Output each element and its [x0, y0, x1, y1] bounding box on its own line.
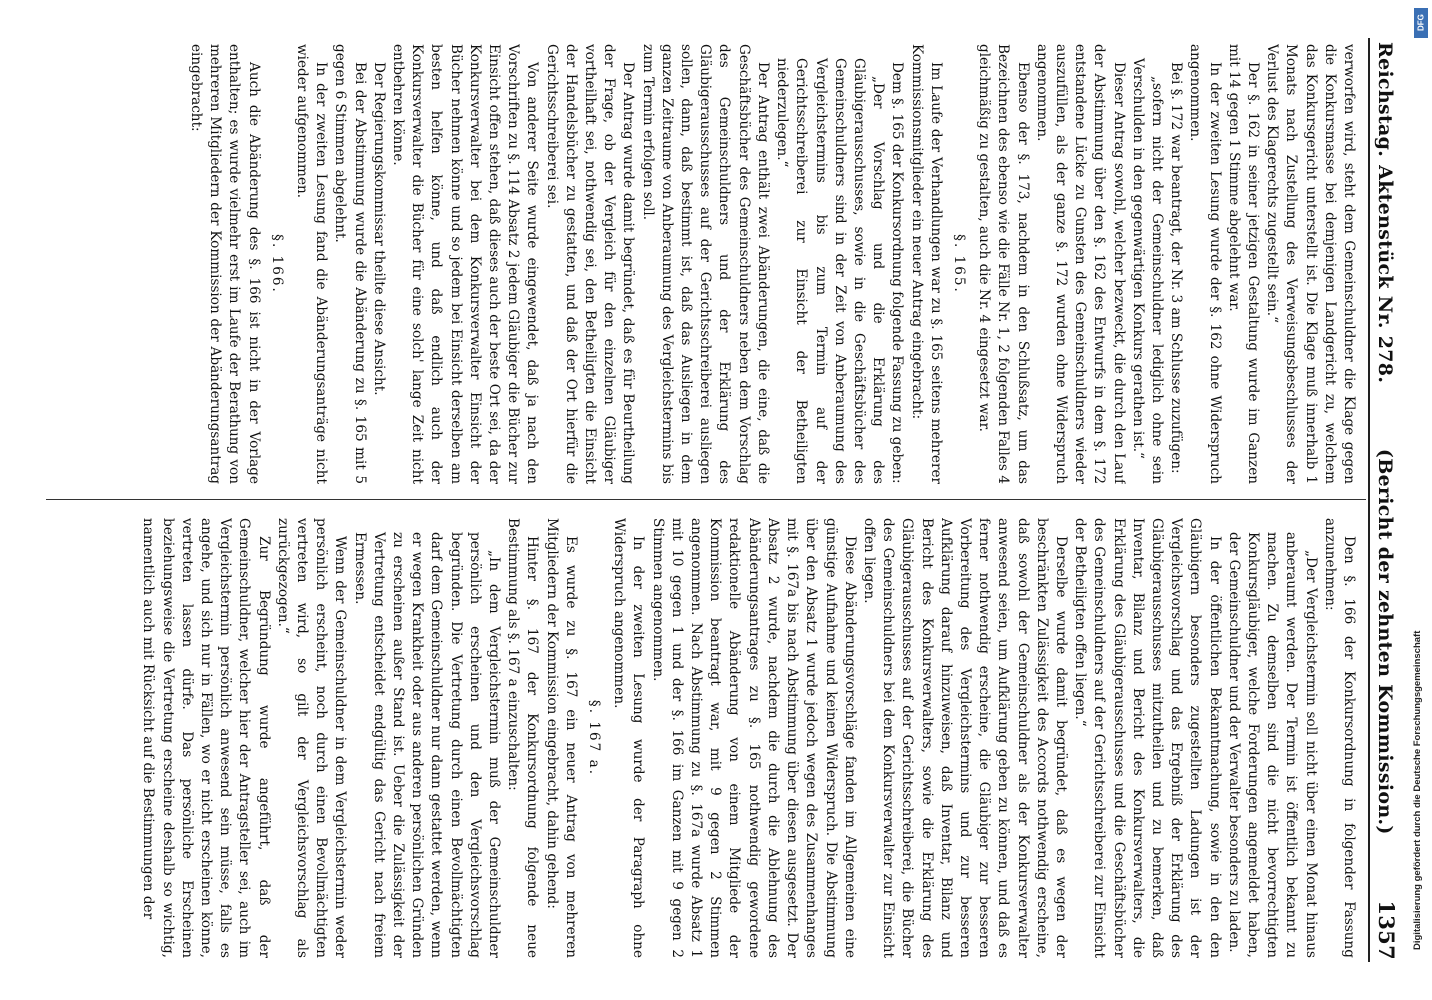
- paragraph: In der zweiten Lesung fand die Abänderungsanträge nicht wieder aufgenommen.: [294, 44, 330, 484]
- header-reichstag: Reichstag.: [1374, 42, 1396, 158]
- paragraph: Der Antrag wurde damit begründet, daß es für Beurtheilung der Frage, ob der Vergleich für den einzelnen Gläubiger vortheilhaft sei, nothwendig sei, den Betheiligten die Einsicht der Handelsbücher zu gestatten, und daß der Ort hierfür die Gerichtsschreiberei sei.: [543, 44, 637, 484]
- paragraph: Der §. 162 in seiner jetzigen Gestaltung wurde im Ganzen mit 14 gegen 1 Stimme abgelehnt war.: [1225, 44, 1261, 484]
- paragraph: Auch die Abänderung des §. 166 ist nicht in der Vorlage enthalten; es wurde vielmehr erst im Laufe der Berathung von mehreren Mitgliedern der Kommission der Abänderungsantrag eingebracht:: [188, 44, 262, 484]
- page-header: [1374, 42, 1414, 960]
- paragraph: Der Antrag enthält zwei Abänderungen, die eine, daß die Geschäftsbücher des Gemeinschuldners neben dem Vorschlag des Gemeinschuldners und der Erklärung des Gläubigerausschusses auf der Gerichtsschreiberei ausliegen sollen, dann, daß bestimmt ist, daß das Ausliegen in dem ganzen Zeitraume von Anberaumung des Vergleichstermins bis zum Termin erfolgen soll.: [639, 44, 771, 484]
- page-number: 1357: [1374, 900, 1399, 960]
- paragraph: In der öffentlichen Bekanntmachung, sowie in den den Gläubigern besonders zugestellten Ladungen ist der Vergleichsvorschlag und das Ergebniß der Erklärung des Gläubigerausschusses mitzutheilen und zu bemerken, daß Inventar, Bilanz und Bericht des Konkursverwalters, die Erklärung des Gläubigerausschusses und die Geschäftsbücher des Gemeinschuldners auf der Gerichtsschreiberei zur Einsicht der Betheiligten offen liegen.“: [1072, 518, 1223, 958]
- section-heading: §. 167 a.: [586, 699, 603, 777]
- header-document-number: Aktenstück Nr. 278.: [1374, 165, 1396, 384]
- digitization-note: Digitalisierung gefördert durch die Deutsche Forschungsgemeinschaft: [1412, 630, 1423, 950]
- paragraph: „Der Vorschlag und die Erklärung des Gläubigerausschusses, sowie in die Geschäftsbücher des Gemeinschuldners sind in der Zeit von Anberaumung des Vergleichstermins bis zum Termin auf der Gerichtsschreiberei zur Einsicht der Betheiligten niederzulegen.“: [774, 58, 887, 484]
- paragraph: „sofern nicht der Gemeinschuldner lediglich ohne sein Verschulden in den gegenwärtigen Konkurs gerathen ist.“: [1129, 58, 1165, 484]
- paragraph: Wenn der Gemeinschuldner in dem Vergleichstermin weder persönlich erscheint, noch durch einen Bevollmächtigten vertreten wird, so gilt der Vergleichsvorschlag als zurückgezogen.“: [274, 518, 349, 958]
- paragraph: Hinter §. 167 der Konkursordnung folgende neue Bestimmung als §. 167 a einzuschalten:: [505, 518, 541, 958]
- paragraph: Ebenso der §. 173, nachdem in den Schlußsatz, um das Bezeichnen des ebenso wie die Fälle Nr. 1, 2 folgenden Falles 4 gleichmäßig zu gestalten, auch die Nr. 4 eingesetzt war.: [976, 44, 1031, 484]
- header-report-title: (Bericht der zehnten Kommission.): [1374, 448, 1396, 835]
- column-divider: [46, 499, 1366, 500]
- paragraph: verworfen wird, steht dem Gemeinschuldner die Klage gegen die Konkursmasse bei demjenigen Landgericht zu, welchem das Konkursgericht unterstellt ist. Die Klage muß innerhalb 1 Monats nach Zustellung des Verweisungsbeschlusses der Verlust des Klagerechts zugestellt sein.“: [1264, 44, 1357, 484]
- paragraph: Es wurde zu §. 167 ein neuer Antrag von mehreren Mitgliedern der Kommission eingebracht, dahin gehend:: [543, 518, 579, 958]
- paragraph: Dem §. 165 der Konkursordnung folgende Fassung zu geben:: [889, 62, 906, 484]
- dfg-logo: DFG: [1414, 8, 1428, 38]
- paragraph: „In dem Vergleichstermin muß der Gemeinschuldner persönlich erscheinen und den Vergleichsvorschlag begründen. Die Vertretung durch einen Bevollmächtigten darf dem Gemeinschuldner nur dann gestattet werden, wenn er wegen Krankheit oder aus anderen persönlichen Gründen zu erscheinen außer Stand ist. Ueber die Zulässigkeit der Vertretung entscheidet endgültig das Gericht nach freiem Ermessen.: [351, 532, 503, 958]
- paragraph: Den §. 166 der Konkursordnung in folgender Fassung anzunehmen:: [1321, 518, 1357, 958]
- paragraph: Diese Abänderungsvorschläge fanden im Allgemeinen eine günstige Aufnahme und keinen Widerspruch. Die Abstimmung über den Absatz 1 wurde jedoch wegen des Zusammenhanges mit §. 167a bis nach Abstimmung über diesen ausgesetzt. Der Absatz 2 wurde, nachdem die durch die Ablehnung des Abänderungsantrages zu §. 165 nothwendig gewordene redaktionelle Abänderung von einem Mitgliede der Kommission beantragt war, mit 9 gegen 2 Stimmen angenommen. Nach Abstimmung zu §. 167a wurde Absatz 1 mit 10 gegen 1 und der §. 166 im Ganzen mit 9 gegen 2 Stimmen angenommen.: [649, 518, 858, 958]
- paragraph: In der zweiten Lesung wurde der Paragraph ohne Widerspruch angenommen.: [611, 518, 647, 958]
- paragraph: In der zweiten Lesung wurde der §. 162 ohne Widerspruch angenommen.: [1187, 44, 1223, 484]
- right-column: [28, 518, 1358, 958]
- paragraph: Derselbe wurde damit begründet, daß es wegen der beschränkten Zulässigkeit des Accords nothwendig erscheine, daß sowohl der Gemeinschuldner als der Konkursverwalter anwesend seien, um Aufklärung geben zu können, und daß es ferner nothwendig erscheine, die Gläubiger zur besseren Vorbereitung des Vergleichstermins und zur besseren Aufklärung darauf hinzuweisen, daß Inventar, Bilanz und Bericht des Konkursverwalters, sowie die Erklärung des Gläubigerausschusses auf der Gerichtsschreiberei, die Bücher des Gemeinschuldners bei dem Konkursverwalter zur Einsicht offen liegen.: [860, 518, 1069, 958]
- paragraph: Zur Begründung wurde angeführt, daß der Gemeinschuldner, welcher hier der Antragsteller sei, auch im Vergleichstermin persönlich anwesend sein müsse, falls es angehe, und sich nur in Fällen, wo er nicht erscheinen könne, vertreten lassen dürfe. Das persönliche Erscheinen beziehungsweise die Vertretung erscheine deshalb so wichtig, namentlich auch mit Rücksicht auf die Bestimmungen der: [140, 518, 272, 958]
- paragraph: Von anderer Seite wurde eingewendet, daß ja nach den Vorschriften zu §. 114 Absatz 2 jedem Gläubiger die Bücher zur Einsicht offen stehen, daß dieses auch der beste Ort sei, da der Konkursverwalter bei dem Konkursverwalter Einsicht der Bücher nehmen könne und so jedem bei Einsicht derselben am besten helfen könne, und daß endlich auch der Konkursverwalter die Bücher für eine solch' lange Zeit nicht entbehren könne.: [390, 44, 541, 484]
- paragraph: Bei der Abstimmung wurde die Abänderung zu §. 165 mit 5 gegen 6 Stimmen abgelehnt.: [332, 44, 368, 484]
- header-rule: [1368, 38, 1370, 962]
- section-heading: §. 165.: [950, 234, 967, 294]
- left-column: [28, 44, 1358, 484]
- paragraph: Im Laufe der Verhandlungen war zu §. 165 seitens mehrerer Kommissionsmitglieder ein neuer Antrag eingebracht:: [908, 44, 944, 484]
- paragraph: Bei §. 172 war beantragt, der Nr. 3 am Schlusse zuzufügen:: [1168, 62, 1185, 474]
- paragraph: „Der Vergleichstermin soll nicht über einen Monat hinaus anberaumt werden. Der Termin ist öffentlich bekannt zu machen. Zu demselben sind die nicht bevorrechtigten Konkursgläubiger, welche Forderungen angemeldet haben, der Gemeinschuldner und der Verwalter besonders zu laden.: [1225, 532, 1319, 958]
- paragraph: Der Regierungskommissar theilte diese Ansicht.: [370, 62, 387, 396]
- paragraph: Dieser Antrag sowohl, welcher bezweckt, die durch den Lauf der Abstimmung über den §. 162 des Entwurfs in dem §. 172 entstandene Lücke zu Gunsten des Gemeinschuldners wieder auszufüllen, als der ganze §. 172 wurden ohne Widerspruch angenommen.: [1033, 44, 1127, 484]
- section-heading: §. 166.: [268, 234, 285, 294]
